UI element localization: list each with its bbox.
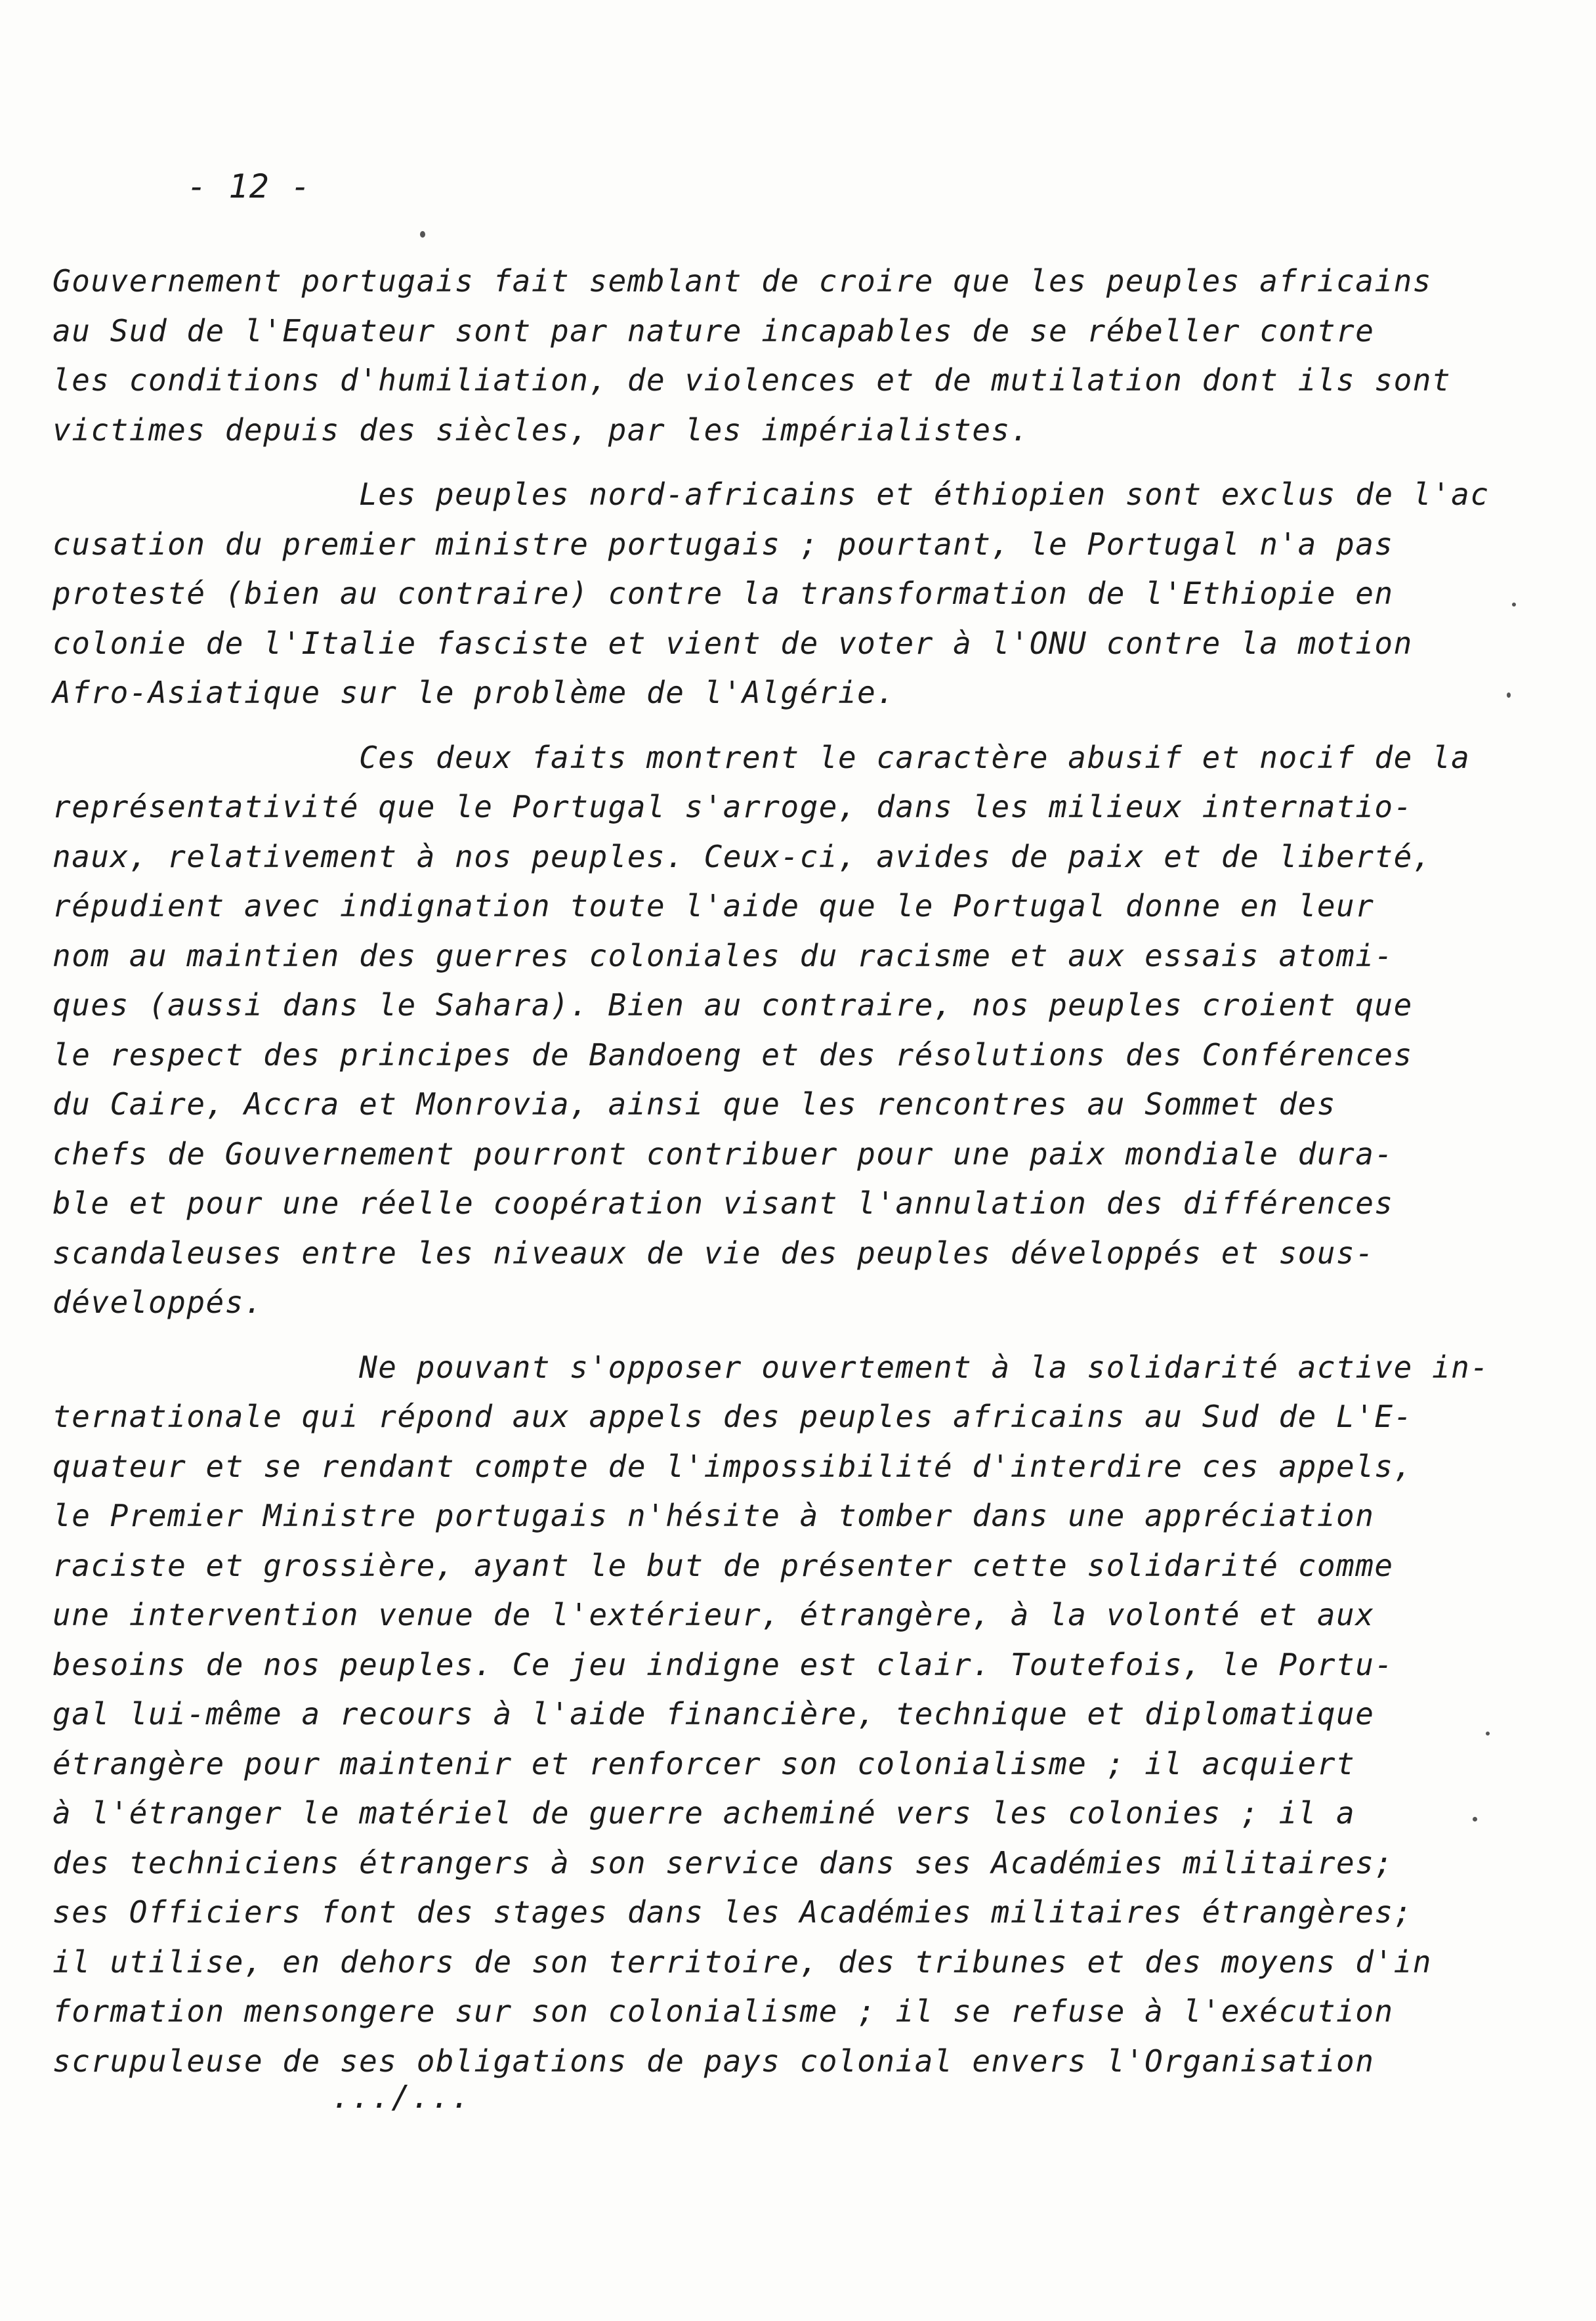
text-line: besoins de nos peuples. Ce jeu indigne est clair. Toutefois, le Portu- bbox=[52, 1647, 1394, 1682]
text-line: scandaleuses entre les niveaux de vie des peuples développés et sous- bbox=[52, 1235, 1375, 1271]
text-line: cusation du premier ministre portugais ; pourtant, le Portugal n'a pas bbox=[52, 526, 1394, 562]
text-line: au Sud de l'Equateur sont par nature incapables de se rébeller contre bbox=[52, 313, 1375, 349]
text-line: colonie de l'Italie fasciste et vient de voter à l'ONU contre la motion bbox=[52, 626, 1413, 661]
text-line: formation mensongere sur son colonialisme ; il se refuse à l'exécution bbox=[52, 1993, 1394, 2029]
continuation-mark: .../... bbox=[331, 2079, 471, 2116]
text-line: Ces deux faits montrent le caractère abusif et nocif de la bbox=[52, 740, 1471, 775]
text-line: développés. bbox=[52, 1285, 264, 1320]
text-line: des techniciens étrangers à son service dans ses Académies militaires; bbox=[52, 1845, 1394, 1881]
ink-speck bbox=[1512, 603, 1516, 607]
text-line: ble et pour une réelle coopération visant l'annulation des différences bbox=[52, 1185, 1394, 1221]
text-line: victimes depuis des siècles, par les impérialistes. bbox=[52, 412, 1030, 448]
ink-speck bbox=[1486, 1732, 1490, 1735]
text-line: quateur et se rendant compte de l'impossibilité d'interdire ces appels, bbox=[52, 1449, 1413, 1484]
text-line: protesté (bien au contraire) contre la transformation de l'Ethiopie en bbox=[52, 576, 1394, 611]
text-line: scrupuleuse de ses obligations de pays colonial envers l'Organisation bbox=[52, 2043, 1375, 2079]
ink-speck bbox=[1473, 1817, 1477, 1821]
text-line: raciste et grossière, ayant le but de présenter cette solidarité comme bbox=[52, 1548, 1394, 1583]
text-line: les conditions d'humiliation, de violences et de mutilation dont ils sont bbox=[52, 362, 1452, 398]
ink-speck bbox=[1507, 692, 1511, 698]
text-line: Afro-Asiatique sur le problème de l'Algérie. bbox=[52, 675, 896, 710]
text-line: Ne pouvant s'opposer ouvertement à la solidarité active in- bbox=[52, 1350, 1490, 1385]
text-line: étrangère pour maintenir et renforcer son colonialisme ; il acquiert bbox=[52, 1746, 1356, 1781]
text-line: gal lui-même a recours à l'aide financière, technique et diplomatique bbox=[52, 1696, 1375, 1732]
text-line: naux, relativement à nos peuples. Ceux-ci, avides de paix et de liberté, bbox=[52, 839, 1432, 874]
text-line: nom au maintien des guerres coloniales du racisme et aux essais atomi- bbox=[52, 938, 1394, 973]
ink-speck bbox=[420, 231, 425, 238]
text-line: ternationale qui répond aux appels des peuples africains au Sud de L'E- bbox=[52, 1399, 1413, 1434]
text-line: chefs de Gouvernement pourront contribuer pour une paix mondiale dura- bbox=[52, 1136, 1394, 1172]
text-line: ques (aussi dans le Sahara). Bien au contraire, nos peuples croient que bbox=[52, 987, 1413, 1023]
text-line: représentativité que le Portugal s'arroge, dans les milieux internatio- bbox=[52, 789, 1413, 824]
text-line: du Caire, Accra et Monrovia, ainsi que les rencontres au Sommet des bbox=[52, 1086, 1337, 1122]
text-line: il utilise, en dehors de son territoire, des tribunes et des moyens d'in bbox=[52, 1944, 1432, 1980]
text-line: Les peuples nord-africains et éthiopien sont exclus de l'ac bbox=[52, 477, 1490, 512]
text-line: à l'étranger le matériel de guerre acheminé vers les colonies ; il a bbox=[52, 1795, 1356, 1831]
text-line: Gouvernement portugais fait semblant de croire que les peuples africains bbox=[52, 263, 1432, 299]
text-line: le Premier Ministre portugais n'hésite à tomber dans une appréciation bbox=[52, 1498, 1375, 1533]
text-line: ses Officiers font des stages dans les Académies militaires étrangères; bbox=[52, 1894, 1413, 1930]
page-number: - 12 - bbox=[187, 167, 312, 205]
text-line: une intervention venue de l'extérieur, étrangère, à la volonté et aux bbox=[52, 1597, 1375, 1632]
text-line: répudient avec indignation toute l'aide que le Portugal donne en leur bbox=[52, 888, 1375, 924]
text-line: le respect des principes de Bandoeng et des résolutions des Conférences bbox=[52, 1037, 1413, 1073]
